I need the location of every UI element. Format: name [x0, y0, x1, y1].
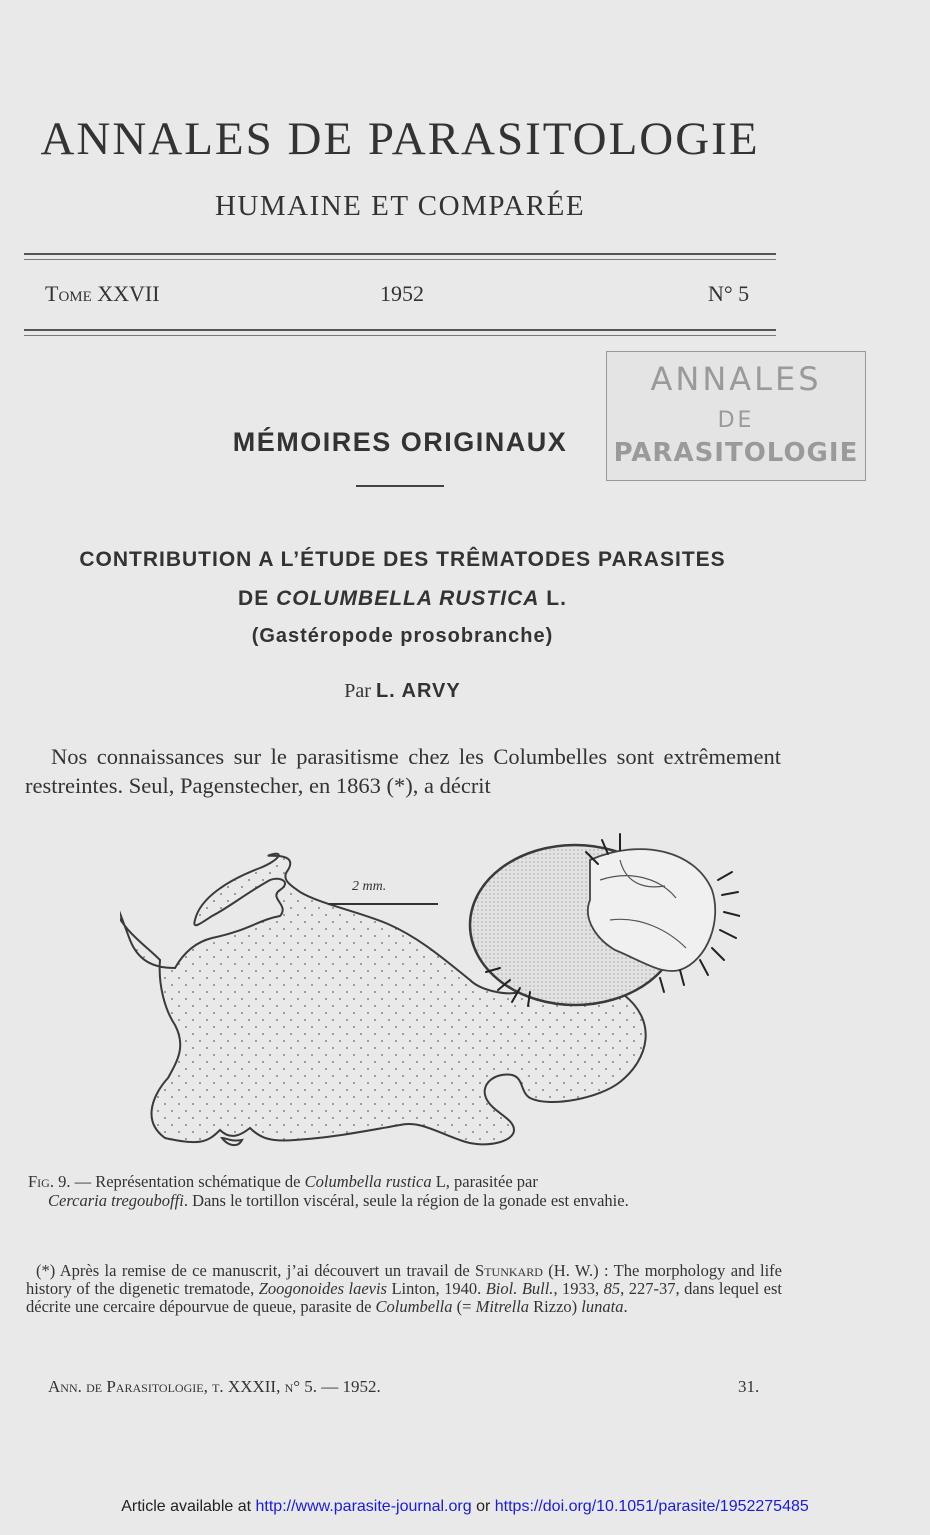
article-title-line-1: CONTRIBUTION A L’ÉTUDE DES TRÊMATODES PARASITES	[79, 548, 726, 571]
title-species: COLUMBELLA RUSTICA	[276, 587, 540, 610]
article-title-line-3: (Gastéropode prosobranche)	[251, 625, 554, 647]
availability-line	[0, 1498, 930, 1516]
section-heading: MÉMOIRES ORIGINAUX	[232, 427, 568, 457]
caption-text-c: . Dans le tortillon viscéral, seule la région de la gonade est envahie.	[183, 1191, 629, 1210]
footnote-text-e: , 227-37, dans lequel est décrite une cercaire dépourvue de queue, parasite de	[26, 1279, 783, 1316]
header-rule-top	[24, 253, 776, 260]
stamp-line-2: DE	[717, 408, 755, 433]
figure-columbella	[120, 820, 740, 1160]
footnote-text-h: .	[623, 1297, 628, 1316]
byline	[20, 680, 785, 703]
section-rule	[356, 485, 444, 487]
caption-label: Fig. 9.	[28, 1172, 71, 1191]
footnote-text-g: Rizzo)	[529, 1297, 582, 1316]
availability-prefix: Article available at	[121, 1498, 256, 1515]
footnote-text-f: (=	[452, 1297, 476, 1316]
caption-text-a: — Représentation schématique de	[70, 1172, 305, 1191]
issue-year: 1952	[380, 281, 424, 306]
doi-link[interactable]: https://doi.org/10.1051/parasite/1952275485	[494, 1498, 809, 1515]
siphon-curl	[222, 1138, 242, 1145]
issue-tome: Tome XXVII	[45, 281, 160, 306]
footnote-author: Stunkard	[475, 1261, 543, 1280]
page-number: 31.	[738, 1377, 760, 1396]
library-stamp	[606, 351, 866, 481]
availability-middle: or	[471, 1498, 495, 1515]
footnote-text-b: (H. W.) : The morphology and life history of the digenetic trematode,	[26, 1261, 782, 1298]
footnote-text-d: , 1933,	[553, 1279, 604, 1298]
journal-link[interactable]: http://www.parasite-journal.org	[255, 1498, 472, 1515]
journal-subtitle: HUMAINE ET COMPARÉE	[214, 190, 586, 222]
header-rule-bottom	[24, 329, 776, 336]
journal-title: ANNALES DE PARASITOLOGIE	[40, 113, 760, 165]
footnote-journal: Biol. Bull.	[485, 1279, 554, 1298]
footnote-species-2: Columbella	[375, 1297, 453, 1316]
footnote	[26, 1262, 782, 1316]
issue-number: N° 5	[708, 281, 750, 306]
title-prefix: DE	[238, 587, 277, 610]
stamp-line-3: PARASITOLOGIE	[613, 438, 859, 468]
running-footer	[48, 1377, 768, 1399]
footnote-species-4: lunata	[581, 1297, 624, 1316]
title-suffix: L.	[539, 587, 567, 610]
caption-text-b: L, parasitée par	[431, 1172, 538, 1191]
stamp-line-1: ANNALES	[650, 360, 822, 398]
figure-drawing	[120, 820, 740, 1160]
caption-cercaria: Cercaria tregouboffi	[48, 1191, 184, 1210]
article-title-line-2	[20, 587, 785, 611]
caption-species: Columbella rustica	[304, 1172, 432, 1191]
issue-row	[45, 281, 760, 311]
footnote-text-a: (*) Après la remise de ce manuscrit, j’ai découvert un travail de	[36, 1261, 476, 1280]
byline-prefix: Par	[344, 680, 376, 702]
footnote-volume: 85	[603, 1279, 621, 1298]
footer-citation: Ann. de Parasitologie, t. XXXII, n° 5. — 1952.	[48, 1377, 381, 1396]
author-name: L. ARVY	[375, 680, 461, 702]
figure-caption	[28, 1172, 782, 1210]
scale-label: 2 mm.	[352, 879, 387, 894]
intro-paragraph: Nos connaissances sur le parasitisme chez les Columbelles sont extrêmement restreintes. Seul, Pagenstecher, en 1863 (*), a décrit	[25, 744, 781, 798]
footnote-species-1: Zoogonoides laevis	[258, 1279, 387, 1298]
caption-continuation	[28, 1191, 782, 1210]
footnote-text-c: Linton, 1940.	[386, 1279, 486, 1298]
footnote-species-3: Mitrella	[475, 1297, 530, 1316]
